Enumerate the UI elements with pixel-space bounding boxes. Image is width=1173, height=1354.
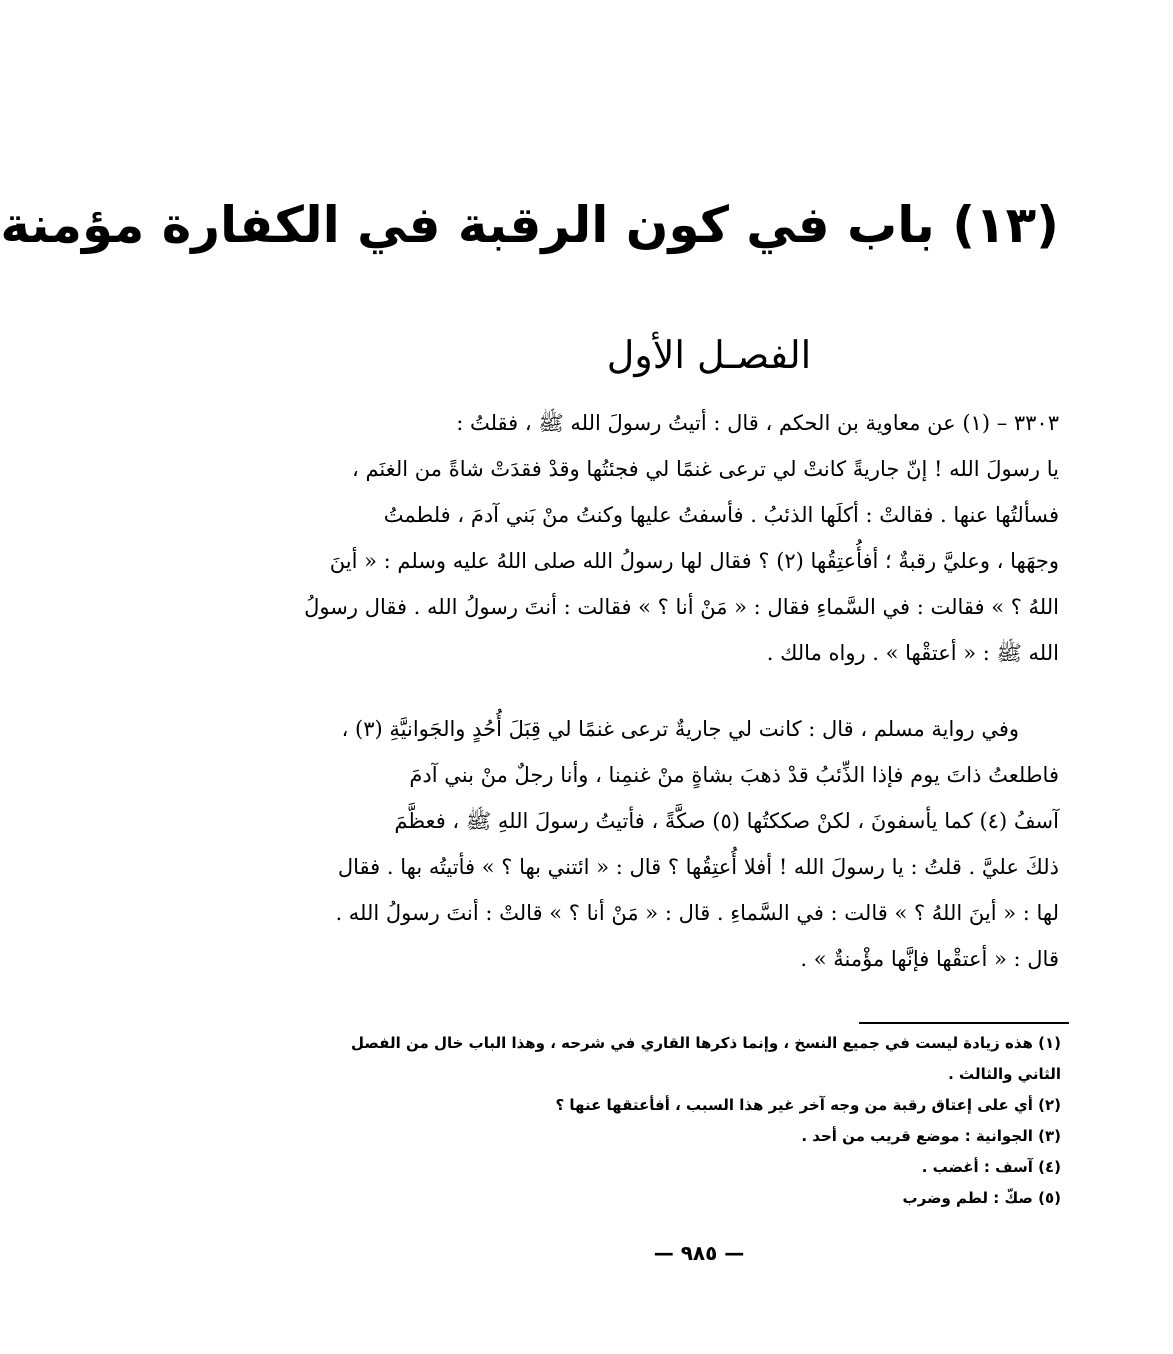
hadith-main-line: الله ﷺ : « أعتقْها » . رواه مالك . <box>766 641 1059 665</box>
hadith-main-line: يا رسولَ الله ! إنّ جاريةً كانتْ لي ترعى غنمًا لي فجئتُها وقدْ فقدَتْ شاةً من الغنَم ، <box>351 457 1059 481</box>
hadith-main-text <box>304 400 1059 676</box>
hadith-variant-line: ذلكَ عليَّ . قلتُ : يا رسولَ الله ! أفلا أُعتِقُها ؟ قال : « ائتني بها ؟ » فأتيتُه بها . فقال <box>337 855 1059 879</box>
hadith-variant-line: لها : « أينَ اللهُ ؟ » قالت : في السَّماءِ . قال : « مَنْ أنا ؟ » قالتْ : أنتَ رسولُ الله . <box>335 901 1059 925</box>
chapter-title: (١٣) باب في كون الرقبة في الكفارة مؤمنة <box>0 196 1059 254</box>
page-number: — ٩٨٥ — <box>653 1241 745 1265</box>
hadith-variant-line: آسفُ (٤) كما يأسفونَ ، لكنْ صككتُها (٥) صكَّةً ، فأتيتُ رسولَ اللهِ ﷺ ، فعظَّمَ <box>394 809 1059 833</box>
hadith-main-line: اللهُ ؟ » فقالت : في السَّماءِ فقال : « مَنْ أنا ؟ » فقالت : أنتَ رسولُ الله . فقال رسولُ <box>304 595 1059 619</box>
hadith-main-line: ٣٣٠٣ – (١) عن معاوية بن الحكم ، قال : أتيتُ رسولَ الله ﷺ ، فقلتُ : <box>456 411 1059 435</box>
hadith-main-line: فسألتُها عنها . فقالتْ : أكلَها الذئبُ . فأسفتُ عليها وكنتُ منْ بَني آدمَ ، فلطمتُ <box>383 503 1059 527</box>
footnote-divider <box>859 1022 1069 1024</box>
footnote-2: (٢) أي على إعتاق رقبة من وجه آخر غير هذا السبب ، أفأعتقها عنها ؟ <box>555 1096 1061 1114</box>
footnote-3: (٣) الجوانية : موضع قريب من أحد . <box>801 1127 1061 1145</box>
footnote-4: (٤) آسف : أغضب . <box>921 1158 1061 1176</box>
hadith-variant-line: قال : « أعتقْها فإنَّها مؤْمنةٌ » . <box>800 947 1059 971</box>
hadith-variant-line: وفي رواية مسلم ، قال : كانت لي جاريةٌ ترعى غنمًا لي قِبَلَ أُحُدٍ والجَوانيَّةِ (٣) ، <box>341 717 1019 741</box>
section-title: الفصـل الأول <box>606 333 812 377</box>
footnote-5: (٥) صكّ : لطم وضرب <box>902 1189 1061 1207</box>
hadith-variant-text <box>335 706 1059 982</box>
footnote-1: (١) هذه زيادة ليست في جميع النسخ ، وإنما ذكرها القاري في شرحه ، وهذا الباب خال من الفصل الثاني والثالث . <box>351 1034 1061 1083</box>
hadith-variant-line: فاطلعتُ ذاتَ يوم فإذا الذِّئبُ قدْ ذهبَ بشاةٍ منْ غنمِنا ، وأنا رجلٌ منْ بني آدمَ <box>409 763 1059 787</box>
hadith-main-line: وجهَها ، وعليَّ رقبةٌ ؛ أفأُعتِقُها (٢) ؟ فقال لها رسولُ الله صلى اللهُ عليه وسلم : « أينَ <box>329 549 1059 573</box>
footnotes <box>349 1028 1061 1214</box>
